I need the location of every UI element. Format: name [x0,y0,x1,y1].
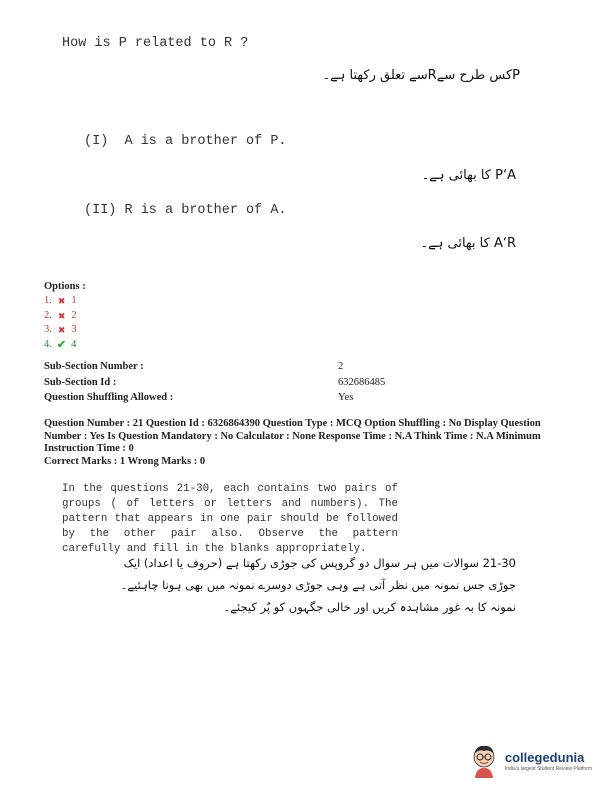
option-number: 4. [44,338,52,350]
option-label: 2 [71,309,77,321]
statement-2-urdu: A‘R کا بھائی ہے۔ [420,236,516,251]
option-number: 1. [44,295,52,306]
instructions-urdu-line-1: 21-30 سوالات میں ہر سوال دو گروپس کی جوڑی رکھتا ہے (حروف یا اعداد) ایک [123,556,516,570]
instructions-urdu [46,552,516,618]
instructions-urdu-line-2: جوڑی جس نمونہ میں نظر آتی ہے وہی جوڑی دوسرے نمونہ میں بھی ہونا چاہئیے۔ [120,578,516,592]
collegedunia-logo [469,744,592,778]
instructions-english: In the questions 21-30, each contains two pairs of groups ( of letters or letters and numbers). The pattern that appears in one pair should be followed by the other pair also. Observe the pattern carefully and fill in the blanks appropriately. [62,483,398,555]
cross-icon: ✖ [57,296,66,306]
mascot-icon [469,744,499,778]
statement-1-urdu: P‘A کا بھائی ہے۔ [421,168,516,183]
sub-section-id-label: Sub-Section Id : [44,376,117,388]
option-label: 1 [71,295,77,306]
brand-tagline: India's largest Student Review Platform [504,766,592,772]
option-number: 2. [44,309,52,321]
sub-section-labels [44,359,173,406]
sub-section-id-value: 632686485 [338,376,386,388]
question-urdu: Pکس طرح سےRسے تعلق رکھتا ہے۔ [322,68,520,83]
question-meta [44,418,574,468]
question-marks: Correct Marks : 1 Wrong Marks : 0 [44,455,206,467]
sub-section-values [338,359,385,406]
check-icon: ✔ [56,338,67,351]
option-row [44,294,77,309]
cross-icon: ✖ [57,325,66,335]
question-meta-line: Question Number : 21 Question Id : 6326864390 Question Type : MCQ Option Shuffling : No Display Question Number : Yes Is Question Mandatory : No Calculator : None Response Time : N.A Think Time : N.A Minimum Instruction Time : 0 [44,418,541,455]
sub-section-number-value: 2 [338,361,344,372]
option-label: 3 [71,324,77,335]
question-text: How is P related to R ? [62,36,249,51]
brand-name: collegedunia [504,750,585,765]
statement-2: (II) R is a brother of A. [84,203,287,218]
instructions-urdu-line-3: نمونہ کا بہ غور مشاہدہ کریں اور خالی جگہوں کو پُر کیجئے۔ [223,600,516,614]
option-label: 4 [71,338,77,350]
option-row [44,323,77,338]
option-row [44,338,77,353]
option-row [44,309,77,324]
option-number: 3. [44,324,52,335]
statement-1: (I) A is a brother of P. [84,134,287,149]
sub-section-number-label: Sub-Section Number : [44,361,144,372]
logo-text [505,750,592,772]
question-shuffling-label: Question Shuffling Allowed : [44,392,174,403]
options-list [44,294,77,352]
options-heading: Options : [44,281,86,292]
cross-icon: ✖ [57,310,66,321]
question-shuffling-value: Yes [338,392,354,403]
